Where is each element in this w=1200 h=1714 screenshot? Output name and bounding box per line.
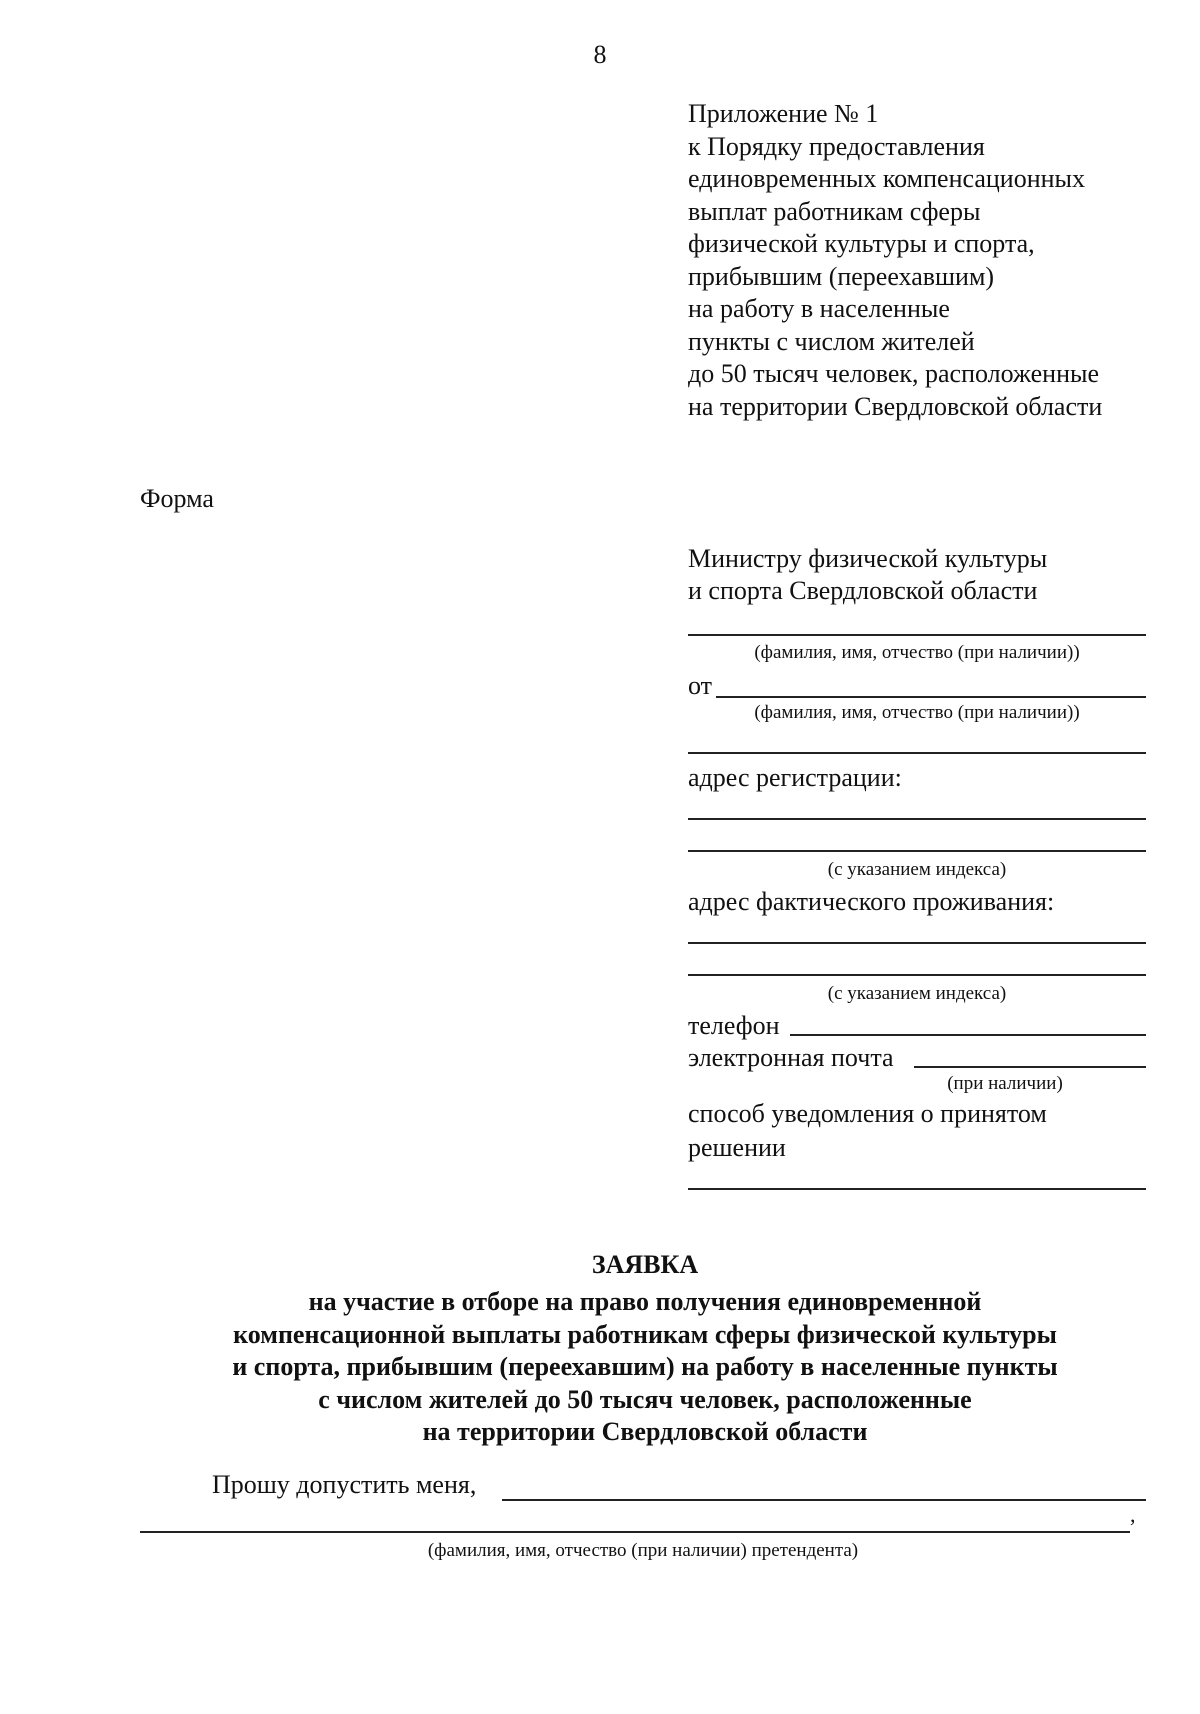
appendix-line: прибывшим (переехавшим) (688, 261, 995, 291)
applicant-name-field-continuation[interactable] (140, 1531, 1130, 1533)
actual-address-field-1[interactable] (688, 942, 1146, 944)
registration-address-label: адрес регистрации: (688, 763, 902, 792)
form-label: Форма (140, 484, 214, 513)
email-label: электронная почта (688, 1043, 894, 1072)
application-subtitle (150, 1286, 1140, 1449)
addressee-line: Министру физической культуры (688, 544, 1048, 573)
email-caption: (при наличии) (947, 1073, 1063, 1094)
appendix-line: единовременных компенсационных (688, 164, 1086, 193)
actual-address-field-2[interactable] (688, 974, 1146, 976)
appendix-line: выплат работникам сферы (688, 196, 981, 226)
subtitle-line: на территории Свердловской области (422, 1417, 868, 1446)
appendix-heading (688, 98, 1102, 423)
appendix-line: к Порядку предоставления (688, 131, 985, 161)
phone-field[interactable] (790, 1034, 1146, 1036)
registration-address-caption: (с указанием индекса) (827, 859, 1007, 880)
trailing-comma: , (1130, 1502, 1136, 1527)
appendix-line: до 50 тысяч человек, расположенные (688, 359, 1099, 388)
subtitle-line: и спорта, прибывшим (переехавшим) на работу в населенные пункты (232, 1352, 1058, 1381)
request-label: Прошу допустить меня, (212, 1470, 477, 1499)
applicant-name-caption: (фамилия, имя, отчество (при наличии) претендента) (427, 1540, 859, 1561)
from-name-caption: (фамилия, имя, отчество (при наличии)) (754, 702, 1080, 723)
from-name-field[interactable] (716, 696, 1146, 698)
minister-name-field[interactable] (688, 634, 1146, 636)
appendix-line: на работу в населенные (688, 294, 950, 323)
appendix-line: на территории Свердловской области (688, 391, 1103, 421)
actual-address-caption: (с указанием индекса) (827, 983, 1007, 1004)
registration-address-field-2[interactable] (688, 850, 1146, 852)
subtitle-line: компенсационной выплаты работникам сферы физической культуры (233, 1319, 1057, 1349)
page-number: 8 (593, 40, 607, 69)
actual-address-label: адрес фактического проживания: (688, 887, 1055, 916)
minister-name-caption: (фамилия, имя, отчество (при наличии)) (754, 642, 1080, 663)
addressee-block (688, 543, 1047, 607)
from-name-field-continuation[interactable] (688, 752, 1146, 754)
application-title: ЗАЯВКА (591, 1250, 699, 1279)
email-field[interactable] (914, 1066, 1146, 1068)
subtitle-line: с числом жителей до 50 тысяч человек, расположенные (318, 1384, 972, 1414)
appendix-line: Приложение № 1 (688, 99, 879, 128)
applicant-name-field[interactable] (502, 1499, 1146, 1501)
appendix-line: физической культуры и спорта, (688, 229, 1035, 258)
appendix-line: пункты с числом жителей (688, 326, 975, 356)
addressee-line: и спорта Свердловской области (688, 576, 1038, 605)
registration-address-field-1[interactable] (688, 818, 1146, 820)
subtitle-line: на участие в отборе на право получения единовременной (308, 1287, 982, 1316)
notification-method-label: способ уведомления о принятом (688, 1099, 1047, 1128)
notification-method-label-cont: решении (688, 1133, 786, 1162)
phone-label: телефон (688, 1011, 780, 1040)
from-label: от (688, 671, 713, 700)
notification-method-field[interactable] (688, 1188, 1146, 1190)
